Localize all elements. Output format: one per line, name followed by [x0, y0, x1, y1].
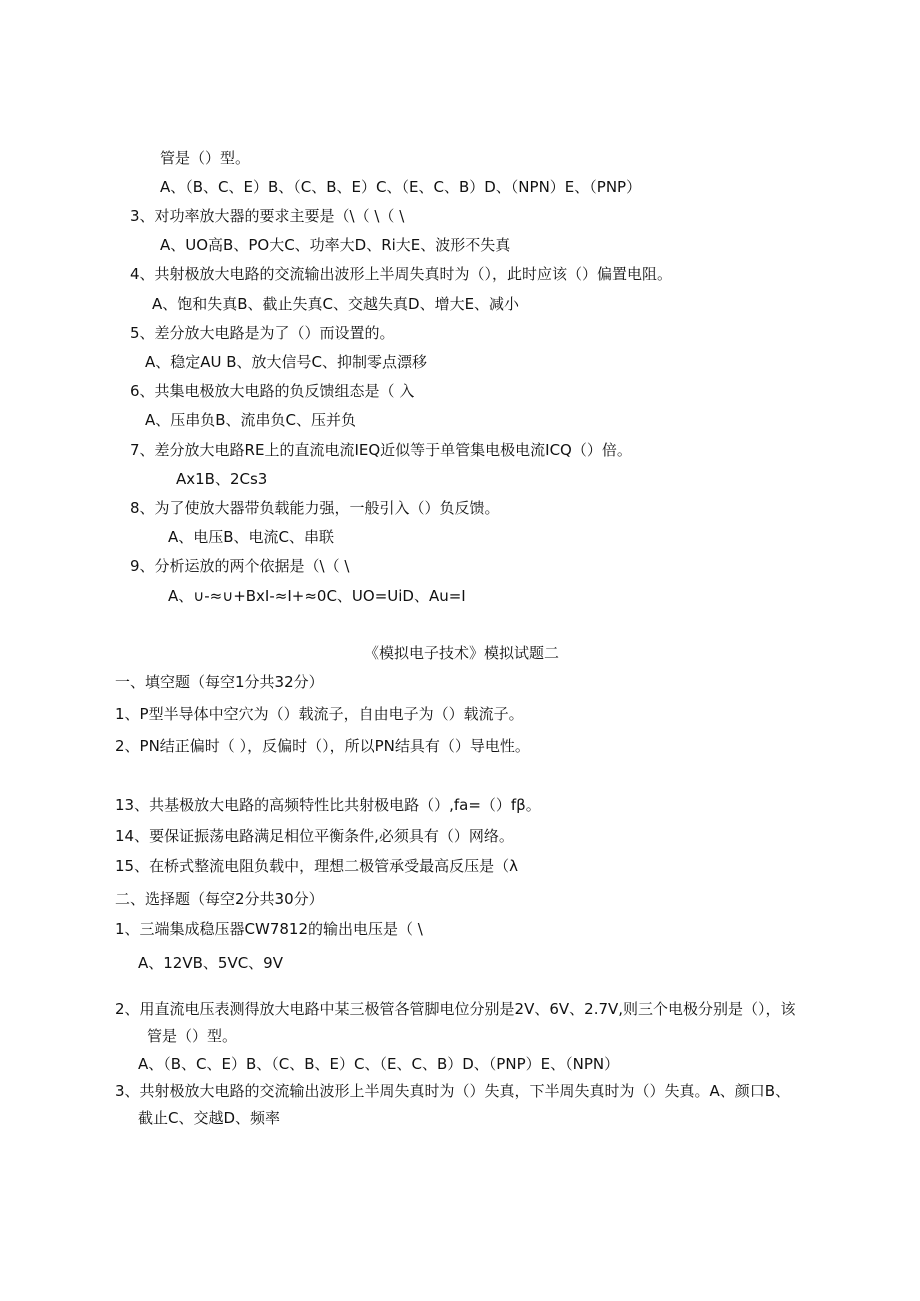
q3-text: 3、对功率放大器的要求主要是（\（ \（ \ — [130, 207, 405, 225]
choice-q2-line1: 2、用直流电压表测得放大电路中某三极管各管脚电位分别是2V、6V、2.7V,则三个电极分别是（），该 — [115, 1000, 796, 1018]
choice-q3-line2: 截止C、交越D、频率 — [138, 1109, 281, 1127]
fill-q1: 1、P型半导体中空穴为（）载流子，自由电子为（）载流子。 — [115, 705, 524, 723]
q3-options: A、UO高B、PO大C、功率大D、Ri大E、波形不失真 — [160, 236, 511, 254]
q2-options: A、（B、C、E）B、（C、B、E）C、（E、C、B）D、（NPN）E、（PNP） — [160, 178, 642, 196]
choice-q3-line1: 3、共射极放大电路的交流输出波形上半周失真时为（）失真，下半周失真时为（）失真。A、颜口B、 — [115, 1082, 791, 1100]
fill-q13: 13、共基极放大电路的高频特性比共射极电路（）,fa=（）fβ。 — [115, 796, 541, 814]
fill-q14: 14、要保证振荡电路满足相位平衡条件,必须具有（）网络。 — [115, 827, 514, 845]
section-choice-heading: 二、选择题（每空2分共30分） — [115, 890, 324, 908]
q8-text: 8、为了使放大器带负载能力强，一般引入（）负反馈。 — [130, 499, 500, 517]
q7-text: 7、差分放大电路RE上的直流电流IEQ近似等于单管集电极电流ICQ（）倍。 — [130, 441, 632, 459]
section-fill-heading: 一、填空题（每空1分共32分） — [115, 673, 324, 691]
q8-options: A、电压B、电流C、串联 — [168, 528, 335, 546]
q2-continuation: 管是（）型。 — [160, 149, 251, 167]
q6-text: 6、共集电极放大电路的负反馈组态是（ 入 — [130, 382, 415, 400]
q9-options: A、∪-≈∪+BxI-≈I+≈0C、UO=UiD、Au=I — [168, 587, 466, 605]
fill-q2: 2、PN结正偏时（ ），反偏时（），所以PN结具有（）导电性。 — [115, 737, 530, 755]
q4-text: 4、共射极放大电路的交流输出波形上半周失真时为（），此时应该（）偏置电阻。 — [130, 265, 673, 283]
q5-options: A、稳定AU B、放大信号C、抑制零点漂移 — [145, 353, 428, 371]
choice-q2-options: A、（B、C、E）B、（C、B、E）C、（E、C、B）D、（PNP）E、（NPN） — [138, 1055, 620, 1073]
q6-options: A、压串负B、流串负C、压并负 — [145, 411, 357, 429]
q4-options: A、饱和失真B、截止失真C、交越失真D、增大E、减小 — [152, 295, 520, 313]
q7-options: Ax1B、2Cs3 — [176, 470, 268, 488]
choice-q1-options: A、12VB、5VC、9V — [138, 954, 283, 972]
q9-text: 9、分析运放的两个依据是（\（ \ — [130, 557, 350, 575]
choice-q2-line2: 管是（）型。 — [147, 1027, 238, 1045]
choice-q1: 1、三端集成稳压器CW7812的输出电压是（ \ — [115, 920, 423, 938]
fill-q15: 15、在桥式整流电阻负载中，理想二极管承受最高反压是（λ — [115, 857, 518, 875]
exam-title: 《模拟电子技术》模拟试题二 — [364, 644, 560, 662]
q5-text: 5、差分放大电路是为了（）而设置的。 — [130, 324, 395, 342]
